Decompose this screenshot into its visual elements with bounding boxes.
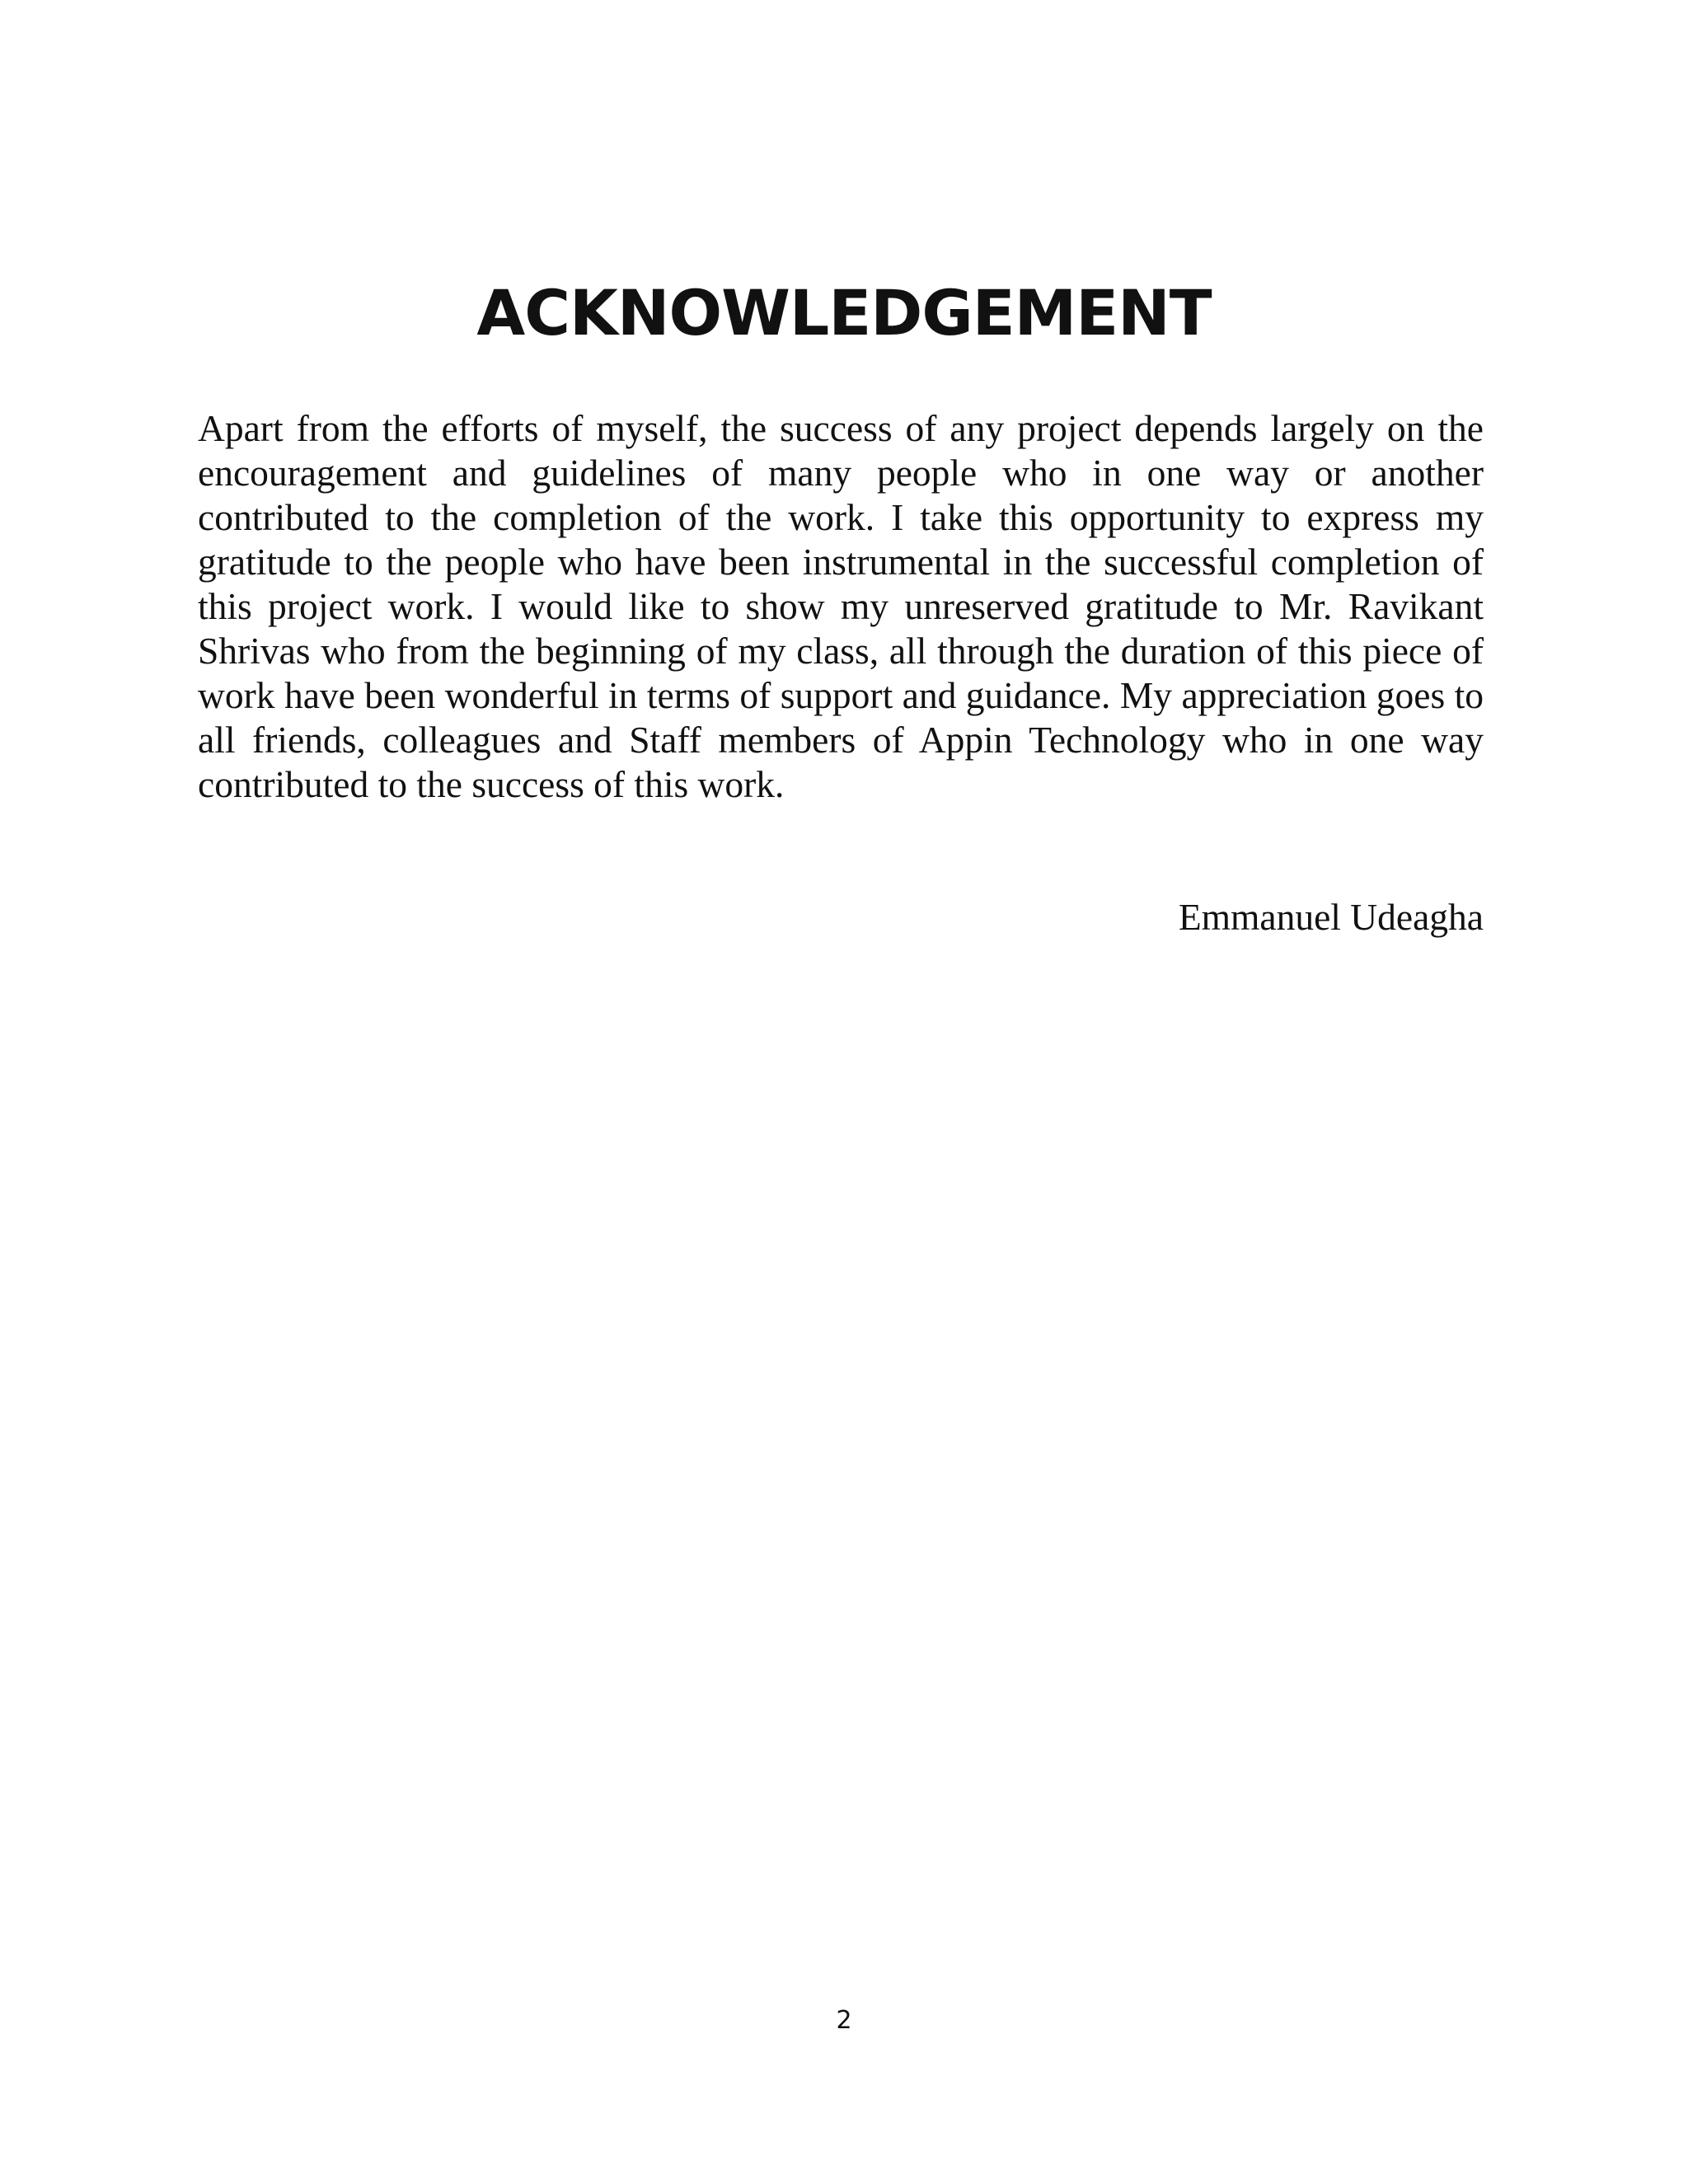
author-signature: Emmanuel Udeagha [1178,896,1484,938]
page-number: 2 [836,2006,852,2035]
page-title: ACKNOWLEDGEMENT [476,276,1212,349]
acknowledgement-paragraph: Apart from the efforts of myself, the success of any project depends largely on the encouragement and guidelines of many people who in one way or another contributed to the completion of the work. I take this opportunity to express my gratitude to the people who have been instrumental in the successful completion of this project work. I would like to show my unreserved gratitude to Mr. Ravikant Shrivas who from the beginning of my class, all through the duration of this piece of work have been wonderful in terms of support and guidance. My appreciation goes to all friends, colleagues and Staff members of Appin Technology who in one way contributed to the success of this work. [198,407,1484,805]
